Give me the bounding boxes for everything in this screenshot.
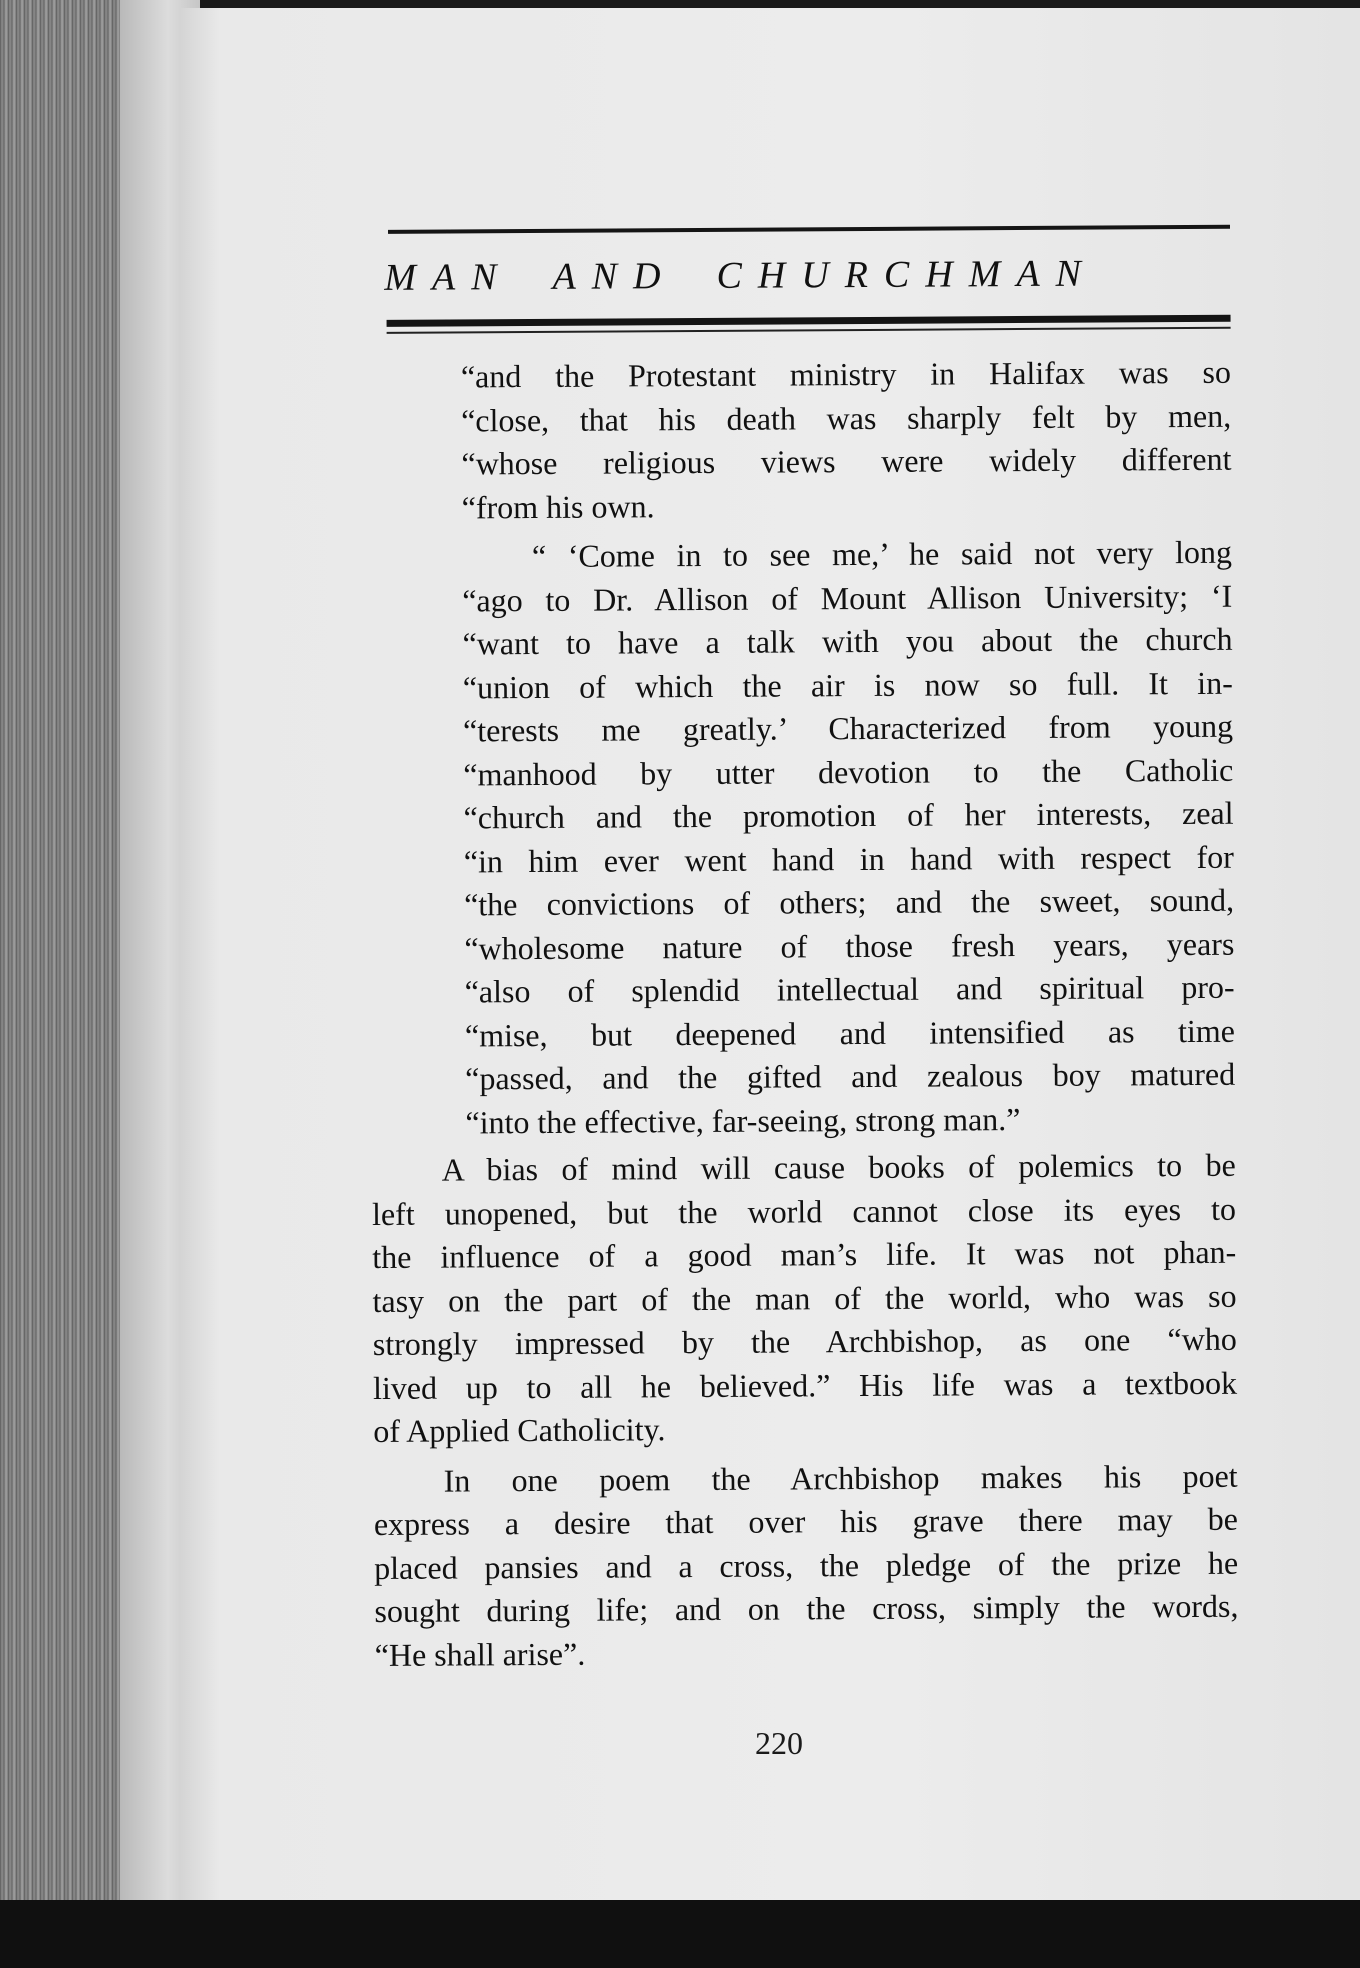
running-head-word: MAN	[384, 256, 513, 299]
body-line: left unopened, but the world cannot close its eyes to	[371, 1190, 1237, 1232]
quote-line: “from his own.	[461, 487, 655, 525]
quote-line: “close, that his death was sharply felt by men,	[461, 397, 1232, 438]
body-line: In one poem the Archbishop makes his poet	[443, 1457, 1238, 1499]
quote-line: “union of which the air is now so full. It in-	[462, 664, 1233, 705]
book-page-edges	[0, 0, 200, 1900]
body-line: A bias of mind will cause books of polemics to be	[441, 1146, 1236, 1188]
body-line: placed pansies and a cross, the pledge of the prize he	[374, 1544, 1239, 1586]
quote-line: “and the Protestant ministry in Halifax was so	[460, 353, 1231, 395]
quote-line: “wholesome nature of those fresh years, years	[464, 925, 1235, 966]
body-line: express a desire that over his grave there may be	[373, 1500, 1238, 1542]
running-head-word: AND	[552, 255, 677, 298]
quote-line: “want to have a talk with you about the church	[462, 620, 1233, 662]
body-paragraph-1	[372, 1144, 1238, 1454]
quote-line: “whose religious views were widely different	[461, 440, 1232, 482]
body-line: strongly impressed by the Archbishop, as one “who	[372, 1320, 1237, 1363]
quote-line: “ ‘Come in to see me,’ he said not very long	[531, 533, 1233, 575]
quoted-passage	[461, 351, 1236, 1145]
quote-line: “in him ever went hand in hand with respect for	[463, 838, 1234, 879]
page-content	[370, 225, 1239, 1677]
body-line: tasy on the part of the man of the world, who was so	[372, 1277, 1237, 1319]
body-paragraph-2	[374, 1454, 1239, 1677]
scan-background	[0, 1900, 1360, 1968]
quote-line: “the convictions of others; and the sweet, sound,	[464, 881, 1235, 923]
body-line: “He shall arise”.	[374, 1635, 586, 1673]
running-head	[384, 251, 1230, 300]
body-line: the influence of a good man’s life. It was not phan-	[372, 1233, 1237, 1276]
body-line: lived up to all he believed.” His life was a textbook	[372, 1364, 1238, 1406]
page-number: 220	[755, 1725, 803, 1761]
running-head-word: CHURCHMAN	[716, 252, 1098, 297]
quote-line: “passed, and the gifted and zealous boy matured	[465, 1055, 1236, 1097]
quote-line: “into the effective, far-seeing, strong man.”	[465, 1100, 1021, 1140]
quote-line: “also of splendid intellectual and spiritual pro-	[464, 968, 1235, 1010]
header-double-rule	[387, 315, 1231, 334]
body-line: sought during life; and on the cross, simply the words,	[374, 1587, 1239, 1629]
quote-line: “church and the promotion of her interests, zeal	[463, 794, 1234, 836]
quote-paragraph-2	[462, 531, 1236, 1145]
body-line: of Applied Catholicity.	[373, 1411, 666, 1450]
quote-line: “mise, but deepened and intensified as time	[464, 1012, 1236, 1053]
quote-line: “ago to Dr. Allison of Mount Allison University; ‘I	[462, 577, 1233, 618]
quote-line: “manhood by utter devotion to the Catholic	[463, 751, 1234, 792]
quote-line: “terests me greatly.’ Characterized from young	[462, 707, 1234, 749]
